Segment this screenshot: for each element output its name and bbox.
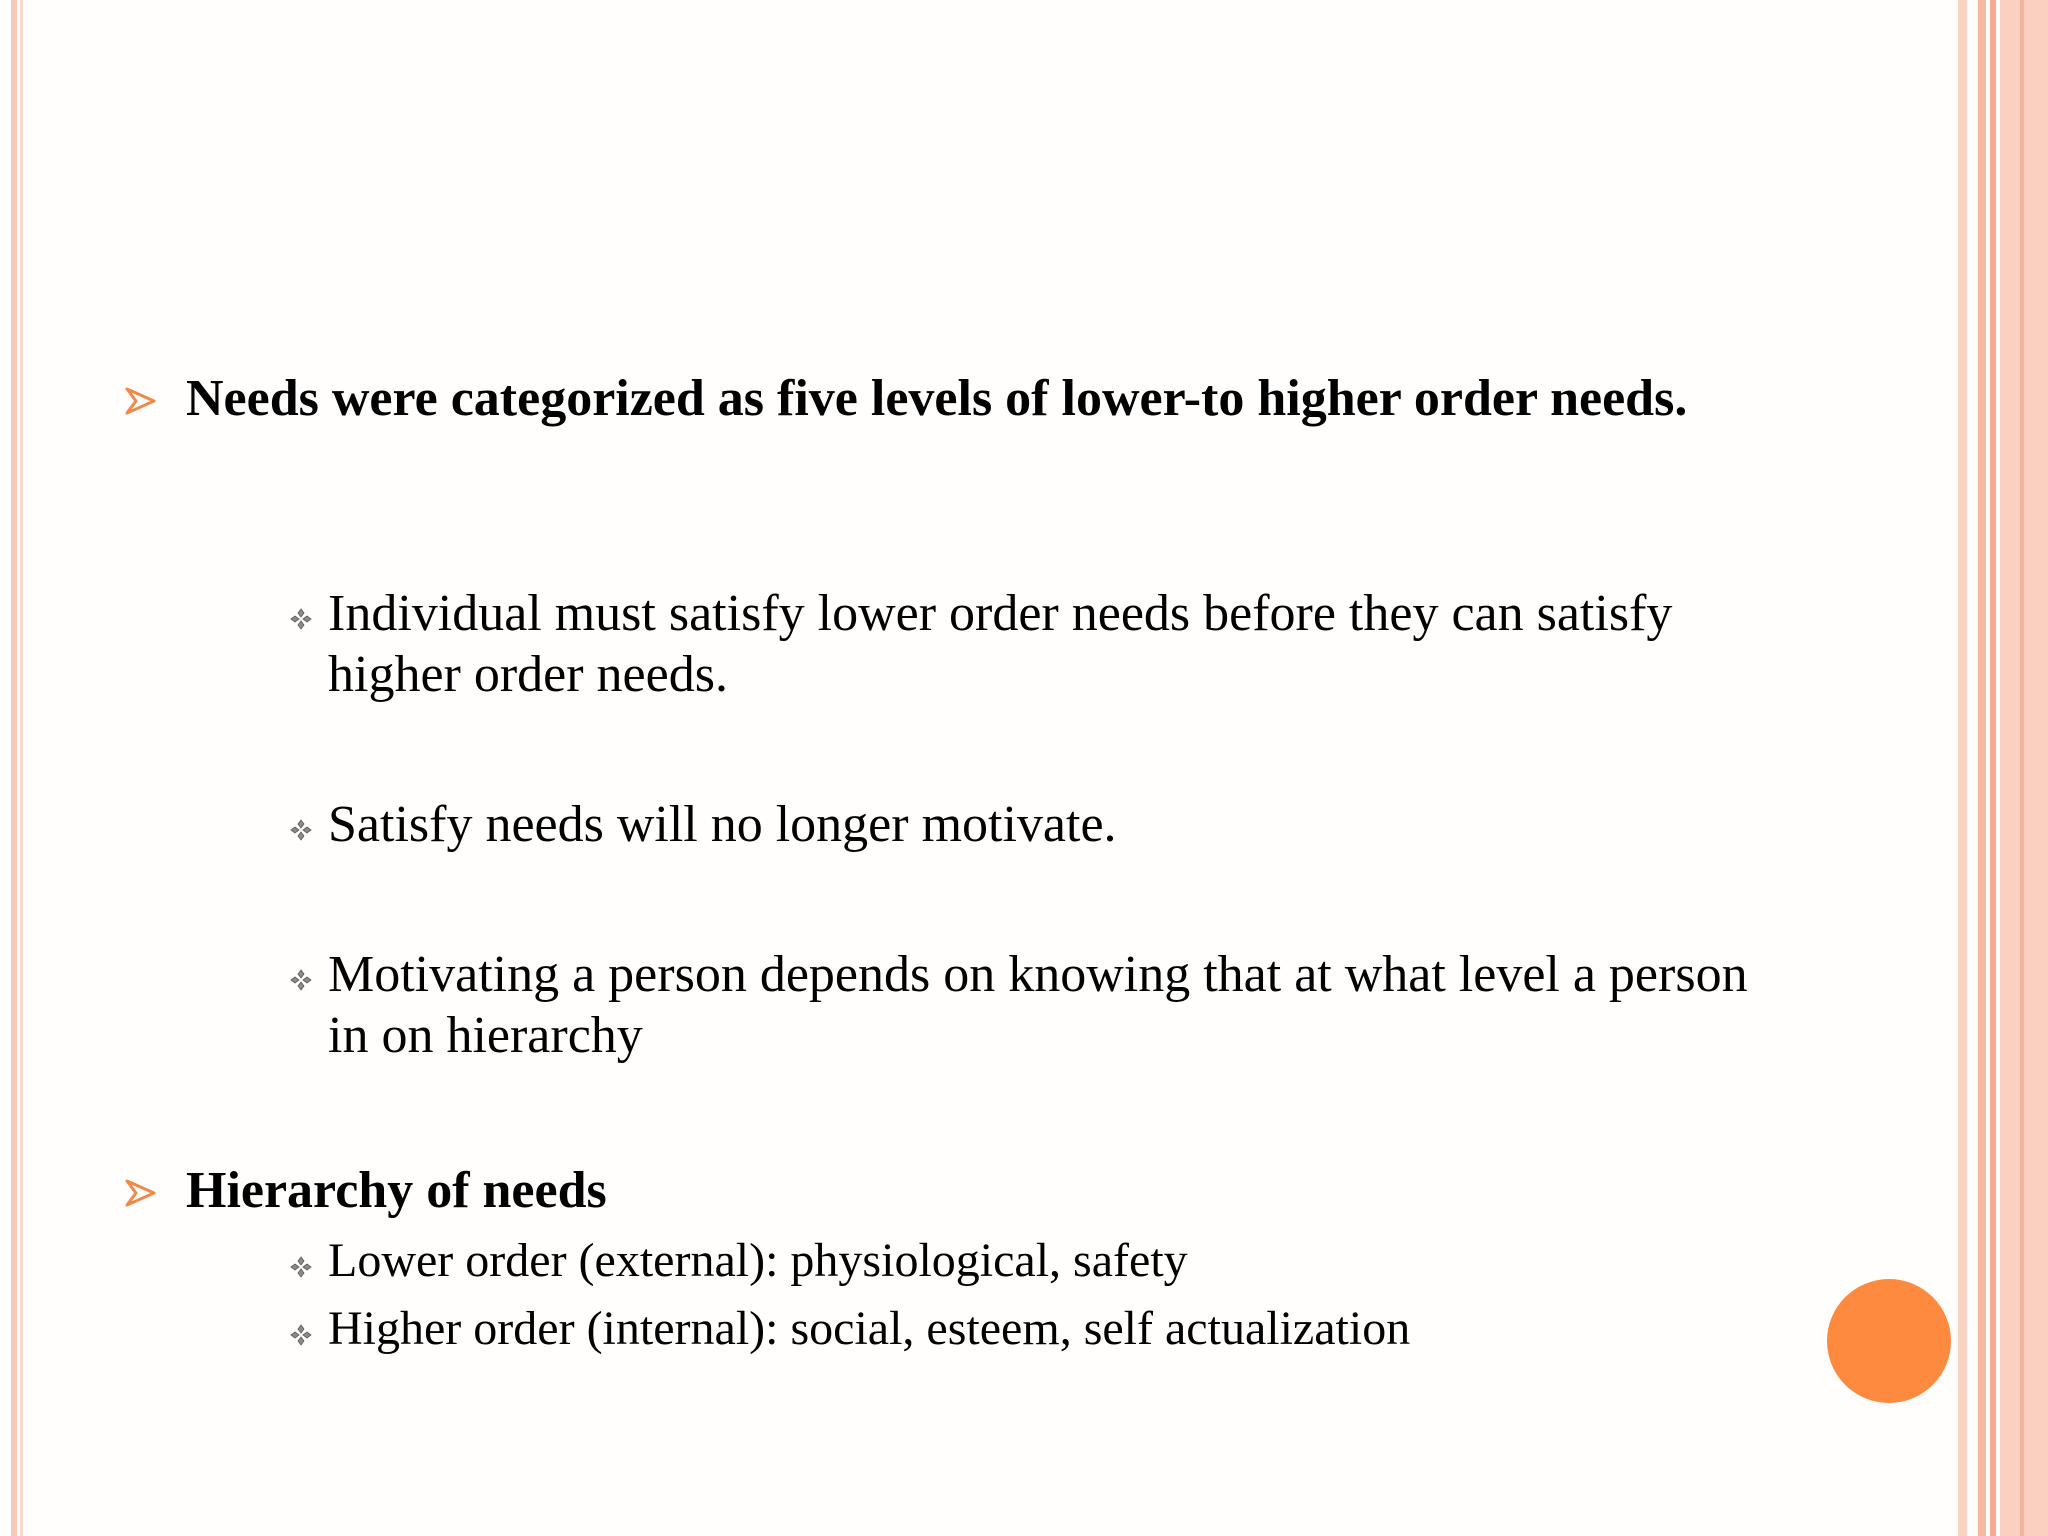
diamond-bullet-icon	[289, 1323, 313, 1347]
diamond-bullet-icon	[289, 818, 313, 842]
right-border-stripe	[1990, 0, 1996, 1536]
arrowhead-bullet-icon	[124, 1176, 158, 1210]
diamond-bullet-icon	[289, 1255, 313, 1279]
decorative-orange-circle	[1827, 1279, 1951, 1403]
sub-bullet-text: Satisfy needs will no longer motivate.	[328, 796, 1117, 853]
sub-bullet-text: Motivating a person depends on knowing that at what level a person in on hierarchy	[328, 946, 1748, 1064]
sub-bullet-text: Individual must satisfy lower order needs before they can satisfy higher order needs.	[328, 585, 1673, 703]
diamond-bullet-icon	[289, 968, 313, 992]
bullet-text: Needs were categorized as five levels of lower-to higher order needs.	[186, 370, 1688, 427]
sub-bullet-text: Higher order (internal): social, esteem, self actualization	[328, 1302, 1411, 1355]
right-border-stripe	[1958, 0, 1967, 1536]
arrowhead-bullet-icon	[124, 384, 158, 418]
left-border-stripe	[20, 0, 23, 1536]
right-border-stripe	[2000, 0, 2048, 1536]
right-border-stripe	[1978, 0, 1986, 1536]
left-border-stripe	[11, 0, 17, 1536]
bullet-text: Hierarchy of needs	[186, 1162, 607, 1219]
right-border-stripe	[2020, 0, 2024, 1536]
sub-bullet-text: Lower order (external): physiological, safety	[328, 1234, 1188, 1287]
diamond-bullet-icon	[289, 607, 313, 631]
